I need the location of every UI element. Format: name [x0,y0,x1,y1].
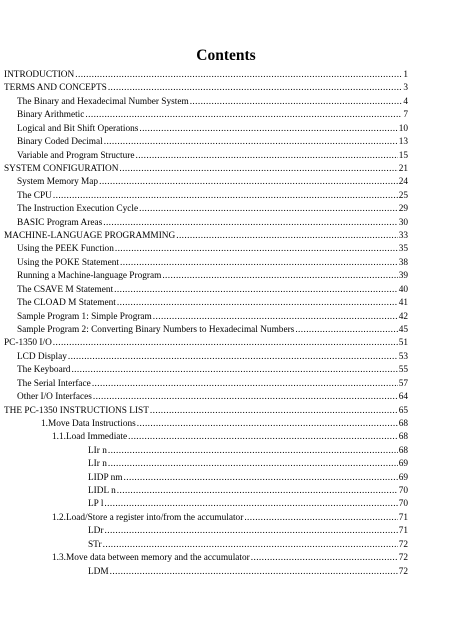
toc-dot-leader [139,204,398,215]
toc-entry[interactable] [17,189,408,202]
toc-entry-label: Sample Program 2: Converting Binary Numbers to Hexadecimal Numbers [17,324,295,335]
toc-entry-page: 72 [398,539,408,550]
toc-entry-label: The Serial Interface [17,378,91,389]
toc-entry-page: 51 [398,338,408,349]
toc-entry-page: 35 [398,244,408,255]
toc-entry[interactable] [17,149,408,162]
toc-entry-label: The CLOAD M Statement [17,298,116,309]
toc-entry-label: Variable and Program Structure [17,150,135,161]
toc-entry[interactable] [17,135,408,148]
toc-entry[interactable] [17,216,408,229]
toc-dot-leader [176,231,397,242]
toc-entry[interactable] [88,565,408,578]
toc-entry-label: Running a Machine-language Program [17,271,162,282]
toc-entry-page: 72 [398,566,408,577]
toc-dot-leader [114,285,398,296]
toc-dot-leader [124,473,398,484]
toc-entry-page: 15 [398,150,408,161]
toc-entry-page: 57 [398,378,408,389]
toc-entry[interactable] [17,377,408,390]
toc-dot-leader [53,338,398,349]
toc-entry-label: LCD Display [17,351,67,362]
toc-entry[interactable] [88,497,408,510]
toc-entry-label: 1.3.Move data between memory and the accumulator [52,553,250,564]
toc-dot-leader [103,218,397,229]
toc-dot-leader [244,513,397,524]
toc-dot-leader [92,379,398,390]
toc-entry[interactable] [41,417,408,430]
toc-dot-leader [85,110,402,121]
toc-entry[interactable] [17,363,408,376]
toc-entry[interactable] [17,95,408,108]
toc-entry[interactable] [52,551,408,564]
toc-entry[interactable] [17,122,408,135]
toc-entry-label: LP l [88,499,104,510]
toc-dot-leader [103,540,398,551]
toc-dot-leader [108,459,398,470]
toc-dot-leader [68,352,398,363]
toc-dot-leader [104,499,397,510]
toc-entry-label: LDr [88,526,104,537]
toc-entry-page: 13 [398,137,408,148]
toc-dot-leader [135,151,397,162]
toc-dot-leader [162,271,397,282]
toc-dot-leader [137,419,398,430]
toc-entry-page: 1 [403,70,408,80]
toc-dot-leader [153,312,398,323]
toc-dot-leader [104,137,398,148]
toc-entry[interactable] [4,68,408,81]
toc-entry-label: LIDL n [88,486,116,497]
toc-entry-label: Other I/O Interfaces [17,392,92,403]
toc-entry-page: 64 [398,392,408,403]
toc-entry[interactable] [88,538,408,551]
toc-dot-leader [99,177,398,188]
toc-entry-label: Logical and Bit Shift Operations [17,123,139,134]
toc-entry[interactable] [17,269,408,282]
toc-entry-label: The Instruction Execution Cycle [17,204,139,215]
toc-entry-page: 65 [398,405,408,416]
toc-entry-label: INTRODUCTION [4,70,75,80]
toc-entry-label: LIDP nm [88,472,123,483]
toc-dot-leader [110,567,398,578]
page-title: Contents [196,47,256,64]
toc-entry-label: 1.1.Load Immediate [52,432,128,443]
toc-entry[interactable] [4,404,408,417]
toc-entry-label: SYSTEM CONFIGURATION [4,163,119,174]
toc-entry-page: 53 [398,351,408,362]
toc-dot-leader [93,392,398,403]
toc-entry[interactable] [17,202,408,215]
toc-entry-page: 38 [398,257,408,268]
toc-entry[interactable] [88,471,408,484]
toc-entry-page: 68 [398,418,408,429]
toc-entry-label: TERMS AND CONCEPTS [4,83,107,94]
toc-entry-label: Using the POKE Statement [17,257,119,268]
toc-entry-page: 39 [398,271,408,282]
toc-entry-page: 33 [398,231,408,242]
toc-entry[interactable] [88,457,408,470]
toc-entry-page: 21 [398,163,408,174]
toc-entry-label: Binary Arithmetic [17,110,85,121]
toc-entry-page: 40 [398,284,408,295]
toc-entry-page: 45 [398,324,408,335]
toc-dot-leader [53,191,398,202]
toc-entry-label: The CPU [17,190,52,201]
toc-dot-leader [108,83,403,94]
toc-entry-page: 4 [403,96,408,107]
toc-entry-page: 30 [398,217,408,228]
toc-entry-page: 69 [398,459,408,470]
toc-dot-leader [115,244,398,255]
toc-dot-leader [75,70,402,81]
toc-entry[interactable] [17,350,408,363]
toc-dot-leader [295,325,397,336]
toc-dot-leader [251,553,398,564]
toc-entry-page: 7 [403,110,408,121]
toc-entry-page: 68 [398,432,408,443]
toc-dot-leader [71,365,397,376]
toc-entry[interactable] [4,162,408,175]
toc-dot-leader [119,164,397,175]
toc-dot-leader [150,406,398,417]
toc-dot-leader [190,97,403,108]
toc-entry[interactable] [17,108,408,121]
toc-entry-label: The Keyboard [17,365,71,376]
toc-dot-leader [120,258,398,269]
toc-entry-label: System Memory Map [17,177,99,188]
toc-entry-page: 25 [398,190,408,201]
toc-dot-leader [128,432,398,443]
toc-entry-page: 68 [398,445,408,456]
toc-entry[interactable] [88,484,408,497]
toc-entry-label: Sample Program 1: Simple Program [17,311,152,322]
toc-entry[interactable] [17,175,408,188]
toc-entry[interactable] [17,390,408,403]
toc-dot-leader [139,124,397,135]
toc-entry-label: Using the PEEK Function [17,244,114,255]
toc-entry-label: STr [88,539,102,550]
toc-entry-label: 1.2.Load/Store a register into/from the accumulator [52,512,244,523]
toc-entry[interactable] [17,242,408,255]
toc-entry-page: 71 [398,526,408,537]
toc-entry[interactable] [52,511,408,524]
toc-entry-page: 55 [398,365,408,376]
toc-entry-page: 10 [398,123,408,134]
toc-entry-page: 69 [398,472,408,483]
toc-entry-label: LDM [88,566,109,577]
toc-entry[interactable] [4,229,408,242]
toc-entry[interactable] [4,81,408,94]
toc-entry[interactable] [88,444,408,457]
toc-entry-page: 3 [403,83,408,94]
toc-dot-leader [117,298,398,309]
toc-entry-label: PC-1350 I/O [4,338,52,349]
toc-entry[interactable] [17,283,408,296]
toc-dot-leader [108,446,398,457]
toc-entry[interactable] [4,336,408,349]
toc-entry[interactable] [17,323,408,336]
toc-entry-page: 70 [398,499,408,510]
toc-entry-page: 71 [398,512,408,523]
toc-entry-page: 70 [398,486,408,497]
toc-entry-label: The CSAVE M Statement [17,284,114,295]
toc-entry-page: 72 [398,553,408,564]
toc-dot-leader [117,486,398,497]
toc-entry[interactable] [88,524,408,537]
toc-entry[interactable] [52,430,408,443]
toc-entry-page: 41 [398,298,408,309]
toc-entry-label: Binary Coded Decimal [17,137,103,148]
toc-entry[interactable] [17,296,408,309]
toc-entry[interactable] [17,256,408,269]
toc-entry-page: 29 [398,204,408,215]
toc-entry-label: 1.Move Data Instructions [41,418,136,429]
toc-dot-leader [105,526,398,537]
toc-entry-label: THE PC-1350 INSTRUCTIONS LIST [4,405,149,416]
toc-entry-label: The Binary and Hexadecimal Number System [17,96,189,107]
toc-entry-page: 42 [398,311,408,322]
toc-entry[interactable] [17,310,408,323]
toc-entry-label: BASIC Program Areas [17,217,103,228]
toc-entry-page: 24 [398,177,408,188]
toc-entry-label: LIr n [88,459,107,470]
toc-entry-label: MACHINE-LANGUAGE PROGRAMMING [4,231,176,242]
toc-entry-label: LIr n [88,445,107,456]
